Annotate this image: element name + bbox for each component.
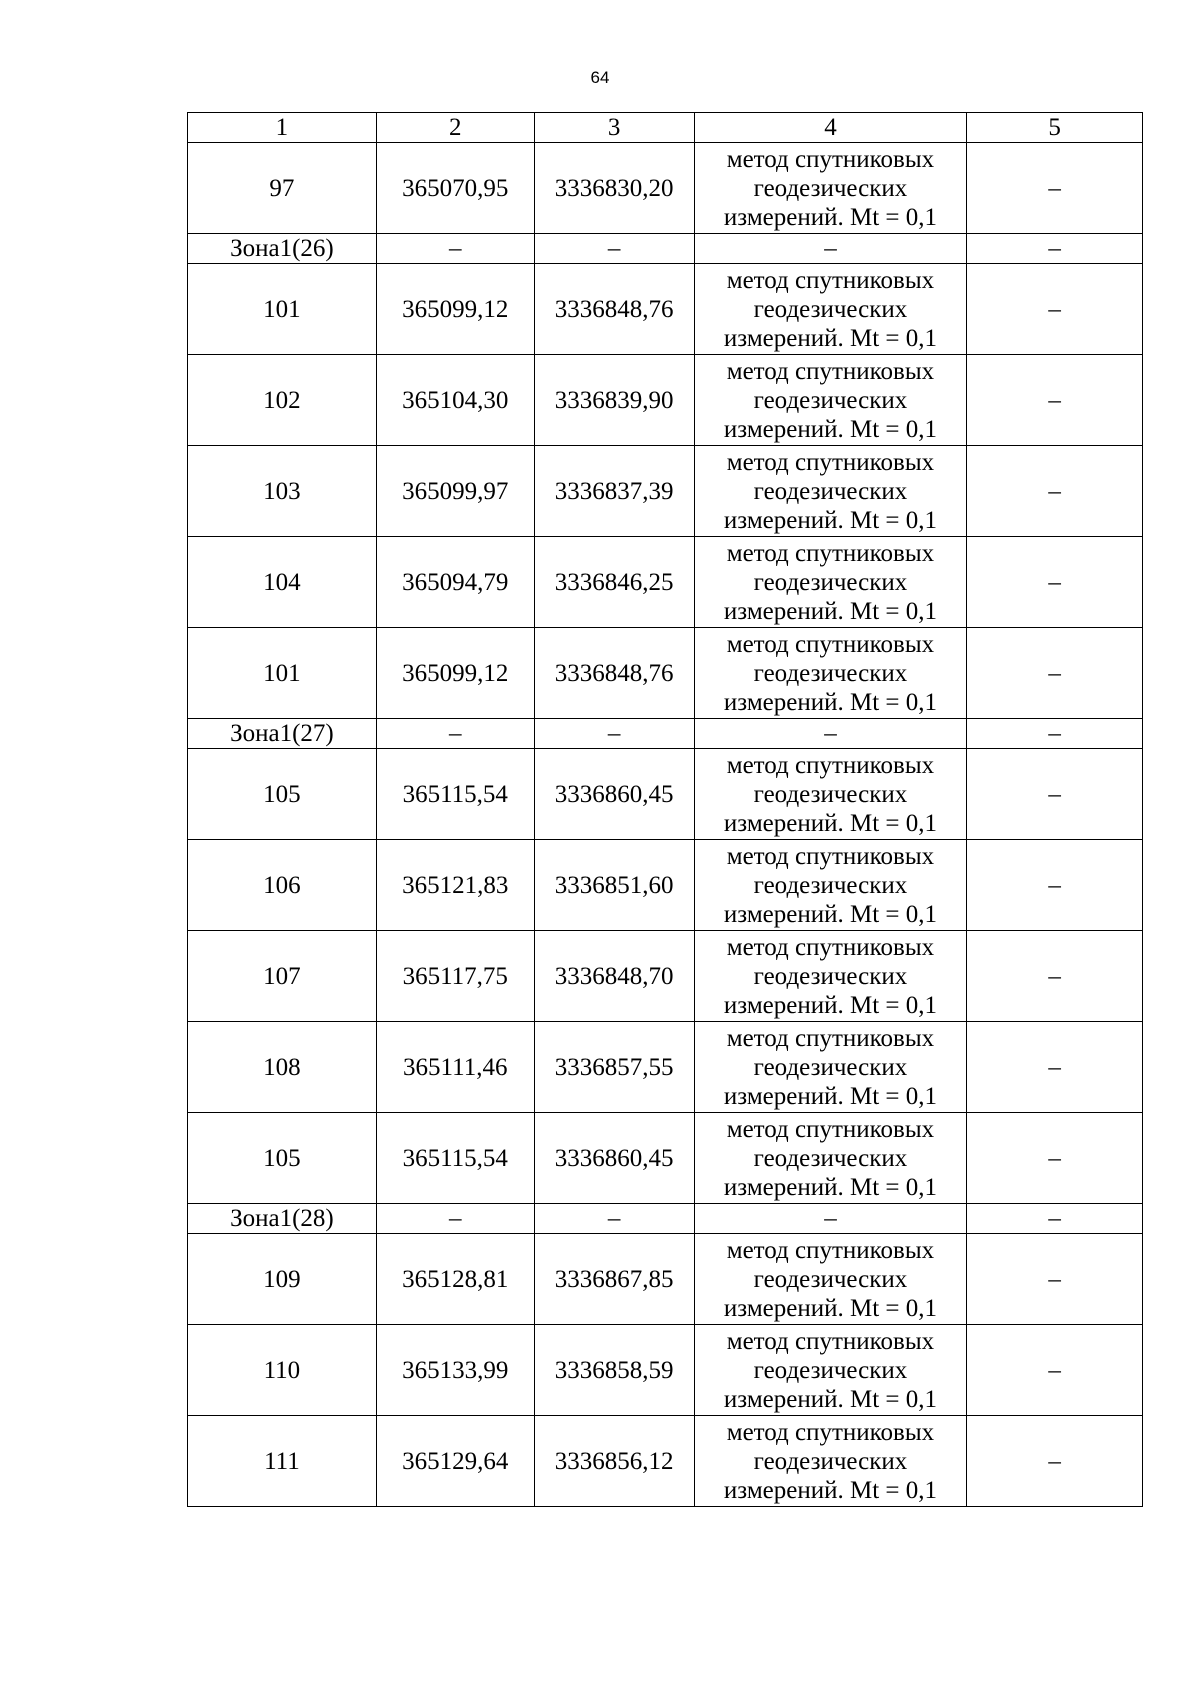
table-row <box>188 628 1143 719</box>
y-coordinate-cell: 3336839,90 <box>534 355 694 446</box>
accuracy-cell: – <box>967 234 1143 264</box>
x-coordinate-cell: 365115,54 <box>376 749 534 840</box>
method-text-line: измерений. Mt = 0,1 <box>723 991 937 1019</box>
method-cell: – <box>694 234 967 264</box>
table-row <box>188 446 1143 537</box>
method-cell <box>694 749 967 840</box>
header-cell: 4 <box>694 113 967 143</box>
y-coordinate-cell: 3336857,55 <box>534 1022 694 1113</box>
table-row <box>188 143 1143 234</box>
method-text-line: геодезических <box>753 962 908 990</box>
method-text-line: измерений. Mt = 0,1 <box>723 1385 937 1413</box>
y-coordinate-cell: – <box>534 719 694 749</box>
zone-label-cell: Зона1(28) <box>188 1204 377 1234</box>
point-number-cell: 104 <box>188 537 377 628</box>
x-coordinate-cell: 365099,97 <box>376 446 534 537</box>
zone-label-cell: Зона1(26) <box>188 234 377 264</box>
method-text-line: геодезических <box>753 1053 908 1081</box>
method-cell: – <box>694 719 967 749</box>
header-row <box>188 113 1143 143</box>
x-coordinate-cell: 365129,64 <box>376 1416 534 1507</box>
method-cell <box>694 446 967 537</box>
method-cell <box>694 840 967 931</box>
x-coordinate-cell: 365133,99 <box>376 1325 534 1416</box>
accuracy-cell: – <box>967 1204 1143 1234</box>
x-coordinate-cell: 365117,75 <box>376 931 534 1022</box>
method-text-line: метод спутниковых <box>726 1024 935 1052</box>
y-coordinate-cell: 3336848,76 <box>534 264 694 355</box>
y-coordinate-cell: 3336860,45 <box>534 749 694 840</box>
y-coordinate-cell: 3336860,45 <box>534 1113 694 1204</box>
method-cell <box>694 1234 967 1325</box>
method-text-line: измерений. Mt = 0,1 <box>723 688 937 716</box>
y-coordinate-cell: 3336848,76 <box>534 628 694 719</box>
method-cell <box>694 628 967 719</box>
accuracy-cell: – <box>967 355 1143 446</box>
method-text-line: метод спутниковых <box>726 357 935 385</box>
y-coordinate-cell: 3336856,12 <box>534 1416 694 1507</box>
method-text-line: геодезических <box>753 1356 908 1384</box>
point-number-cell: 105 <box>188 1113 377 1204</box>
method-text-line: метод спутниковых <box>726 145 935 173</box>
method-cell <box>694 1022 967 1113</box>
method-text-line: измерений. Mt = 0,1 <box>723 597 937 625</box>
method-text-line: метод спутниковых <box>726 1115 935 1143</box>
x-coordinate-cell: – <box>376 1204 534 1234</box>
method-text-line: геодезических <box>753 1144 908 1172</box>
accuracy-cell: – <box>967 1234 1143 1325</box>
table-row <box>188 1113 1143 1204</box>
accuracy-cell: – <box>967 446 1143 537</box>
y-coordinate-cell: 3336830,20 <box>534 143 694 234</box>
method-cell <box>694 143 967 234</box>
y-coordinate-cell: 3336858,59 <box>534 1325 694 1416</box>
table-row <box>188 1325 1143 1416</box>
accuracy-cell: – <box>967 628 1143 719</box>
table-row <box>188 1022 1143 1113</box>
y-coordinate-cell: 3336851,60 <box>534 840 694 931</box>
method-text-line: геодезических <box>753 386 908 414</box>
method-text-line: метод спутниковых <box>726 842 935 870</box>
accuracy-cell: – <box>967 719 1143 749</box>
method-cell: – <box>694 1204 967 1234</box>
point-number-cell: 106 <box>188 840 377 931</box>
accuracy-cell: – <box>967 1325 1143 1416</box>
method-text-line: измерений. Mt = 0,1 <box>723 506 937 534</box>
x-coordinate-cell: 365115,54 <box>376 1113 534 1204</box>
x-coordinate-cell: 365099,12 <box>376 628 534 719</box>
accuracy-cell: – <box>967 1416 1143 1507</box>
method-text-line: измерений. Mt = 0,1 <box>723 1173 937 1201</box>
method-cell <box>694 1325 967 1416</box>
method-text-line: метод спутниковых <box>726 266 935 294</box>
x-coordinate-cell: 365128,81 <box>376 1234 534 1325</box>
accuracy-cell: – <box>967 537 1143 628</box>
point-number-cell: 101 <box>188 628 377 719</box>
point-number-cell: 111 <box>188 1416 377 1507</box>
method-text-line: измерений. Mt = 0,1 <box>723 1294 937 1322</box>
method-text-line: метод спутниковых <box>726 1236 935 1264</box>
coordinates-table <box>187 112 1143 1507</box>
point-number-cell: 97 <box>188 143 377 234</box>
method-cell <box>694 931 967 1022</box>
table-body <box>188 113 1143 1507</box>
zone-row <box>188 719 1143 749</box>
x-coordinate-cell: 365099,12 <box>376 264 534 355</box>
accuracy-cell: – <box>967 1022 1143 1113</box>
zone-row <box>188 234 1143 264</box>
method-cell <box>694 1416 967 1507</box>
method-text-line: метод спутниковых <box>726 448 935 476</box>
method-text-line: измерений. Mt = 0,1 <box>723 809 937 837</box>
point-number-cell: 108 <box>188 1022 377 1113</box>
point-number-cell: 102 <box>188 355 377 446</box>
method-text-line: метод спутниковых <box>726 1327 935 1355</box>
point-number-cell: 101 <box>188 264 377 355</box>
method-text-line: метод спутниковых <box>726 751 935 779</box>
method-cell <box>694 355 967 446</box>
x-coordinate-cell: 365111,46 <box>376 1022 534 1113</box>
y-coordinate-cell: – <box>534 1204 694 1234</box>
method-text-line: геодезических <box>753 1265 908 1293</box>
accuracy-cell: – <box>967 1113 1143 1204</box>
zone-row <box>188 1204 1143 1234</box>
point-number-cell: 107 <box>188 931 377 1022</box>
method-text-line: геодезических <box>753 871 908 899</box>
zone-label-cell: Зона1(27) <box>188 719 377 749</box>
method-text-line: геодезических <box>753 174 908 202</box>
x-coordinate-cell: 365070,95 <box>376 143 534 234</box>
method-text-line: геодезических <box>753 1447 908 1475</box>
method-text-line: измерений. Mt = 0,1 <box>723 203 937 231</box>
table-row <box>188 840 1143 931</box>
x-coordinate-cell: 365094,79 <box>376 537 534 628</box>
method-cell <box>694 264 967 355</box>
point-number-cell: 110 <box>188 1325 377 1416</box>
header-cell: 2 <box>376 113 534 143</box>
y-coordinate-cell: 3336846,25 <box>534 537 694 628</box>
y-coordinate-cell: 3336848,70 <box>534 931 694 1022</box>
method-text-line: метод спутниковых <box>726 1418 935 1446</box>
method-text-line: измерений. Mt = 0,1 <box>723 900 937 928</box>
method-text-line: геодезических <box>753 780 908 808</box>
table-row <box>188 1416 1143 1507</box>
method-text-line: измерений. Mt = 0,1 <box>723 415 937 443</box>
method-text-line: геодезических <box>753 295 908 323</box>
header-cell: 5 <box>967 113 1143 143</box>
method-text-line: измерений. Mt = 0,1 <box>723 324 937 352</box>
point-number-cell: 109 <box>188 1234 377 1325</box>
method-text-line: измерений. Mt = 0,1 <box>723 1082 937 1110</box>
table-row <box>188 931 1143 1022</box>
y-coordinate-cell: – <box>534 234 694 264</box>
method-text-line: геодезических <box>753 568 908 596</box>
method-text-line: геодезических <box>753 477 908 505</box>
method-text-line: измерений. Mt = 0,1 <box>723 1476 937 1504</box>
header-cell: 1 <box>188 113 377 143</box>
accuracy-cell: – <box>967 749 1143 840</box>
method-text-line: метод спутниковых <box>726 933 935 961</box>
point-number-cell: 103 <box>188 446 377 537</box>
method-text-line: геодезических <box>753 659 908 687</box>
accuracy-cell: – <box>967 143 1143 234</box>
x-coordinate-cell: – <box>376 234 534 264</box>
header-cell: 3 <box>534 113 694 143</box>
table-row <box>188 749 1143 840</box>
y-coordinate-cell: 3336867,85 <box>534 1234 694 1325</box>
method-text-line: метод спутниковых <box>726 630 935 658</box>
table-row <box>188 264 1143 355</box>
accuracy-cell: – <box>967 264 1143 355</box>
method-cell <box>694 537 967 628</box>
point-number-cell: 105 <box>188 749 377 840</box>
x-coordinate-cell: 365121,83 <box>376 840 534 931</box>
table-row <box>188 537 1143 628</box>
x-coordinate-cell: – <box>376 719 534 749</box>
accuracy-cell: – <box>967 931 1143 1022</box>
table-row <box>188 355 1143 446</box>
accuracy-cell: – <box>967 840 1143 931</box>
method-cell <box>694 1113 967 1204</box>
x-coordinate-cell: 365104,30 <box>376 355 534 446</box>
y-coordinate-cell: 3336837,39 <box>534 446 694 537</box>
page-number: 64 <box>590 68 610 87</box>
method-text-line: метод спутниковых <box>726 539 935 567</box>
table-row <box>188 1234 1143 1325</box>
